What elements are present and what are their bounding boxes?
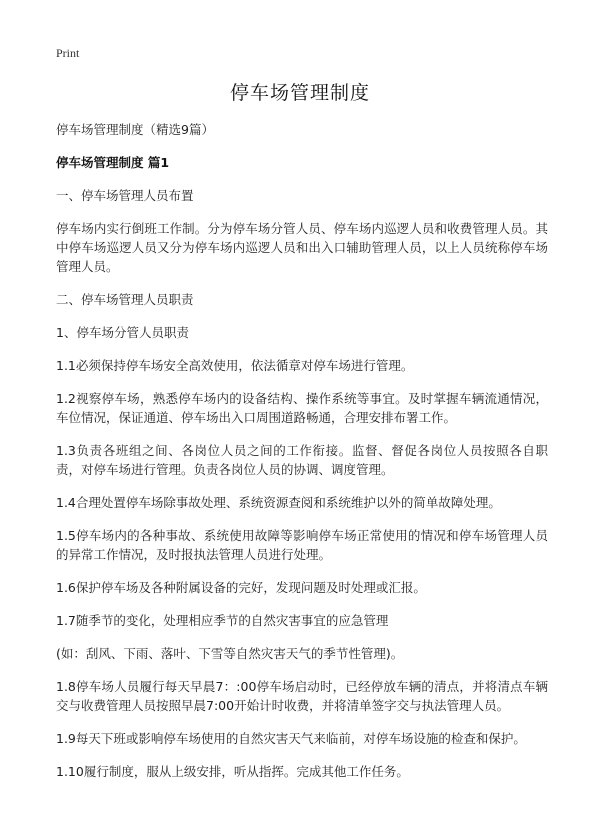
paragraph: 1.3负责各班组之间、各岗位人员之间的工作衔接。监督、督促各岗位人员按照各自职责，对停车场进行管理。负责各岗位人员的协调、调度管理。 bbox=[56, 443, 548, 477]
paragraph: 1.4合理处置停车场除事故处理、系统资源查阅和系统维护以外的简单故障处理。 bbox=[56, 495, 501, 510]
paragraph: 1.6保护停车场及各种附属设备的完好，发现问题及时处理或汇报。 bbox=[56, 580, 426, 595]
paragraph: 二、停车场管理人员职责 bbox=[56, 292, 194, 307]
paragraph: 停车场内实行倒班工作制。分为停车场分管人员、停车场内巡逻人员和收费管理人员。其中停车场巡逻人员又分为停车场内巡逻人员和出入口辅助管理人员，以上人员统称停车场管理人员。 bbox=[56, 221, 548, 274]
page-title: 停车场管理制度 bbox=[229, 82, 370, 104]
print-link[interactable]: Print bbox=[56, 46, 80, 60]
paragraph: 1、停车场分管人员职责 bbox=[56, 325, 189, 340]
document-body bbox=[56, 120, 548, 795]
paragraph: 1.2视察停车场，熟悉停车场内的设备结构、操作系统等事宜。及时掌握车辆流通情况，车位情况，保证通道、停车场出入口周围道路畅通，合理安排布署工作。 bbox=[56, 391, 548, 425]
paragraph: 1.5停车场内的各种事故、系统使用故障等影响停车场正常使用的情况和停车场管理人员的异常工作情况，及时报执法管理人员进行处理。 bbox=[56, 528, 548, 562]
paragraph: (如：刮风、下雨、落叶、下雪等自然灾害天气的季节性管理)。 bbox=[56, 646, 404, 661]
paragraph: 1.9每天下班或影响停车场使用的自然灾害天气来临前，对停车场设施的检查和保护。 bbox=[56, 731, 526, 746]
paragraph: 1.7随季节的变化，处理相应季节的自然灾害事宜的应急管理 bbox=[56, 613, 389, 628]
section-heading: 停车场管理制度 篇1 bbox=[56, 155, 170, 170]
paragraph: 1.8停车场人员履行每天早晨7：:00停车场启动时，已经停放车辆的清点，并将清点车辆交与收费管理人员按照早晨7:00开始计时收费，并将清单签字交与执法管理人员。 bbox=[56, 679, 548, 713]
paragraph-subtitle: 停车场管理制度（精选9篇） bbox=[56, 122, 214, 137]
paragraph: 一、停车场管理人员布置 bbox=[56, 188, 194, 203]
paragraph: 1.10履行制度，服从上级安排，听从指挥。完成其他工作任务。 bbox=[56, 764, 409, 779]
paragraph: 1.1必须保持停车场安全高效使用，依法循章对停车场进行管理。 bbox=[56, 358, 414, 373]
